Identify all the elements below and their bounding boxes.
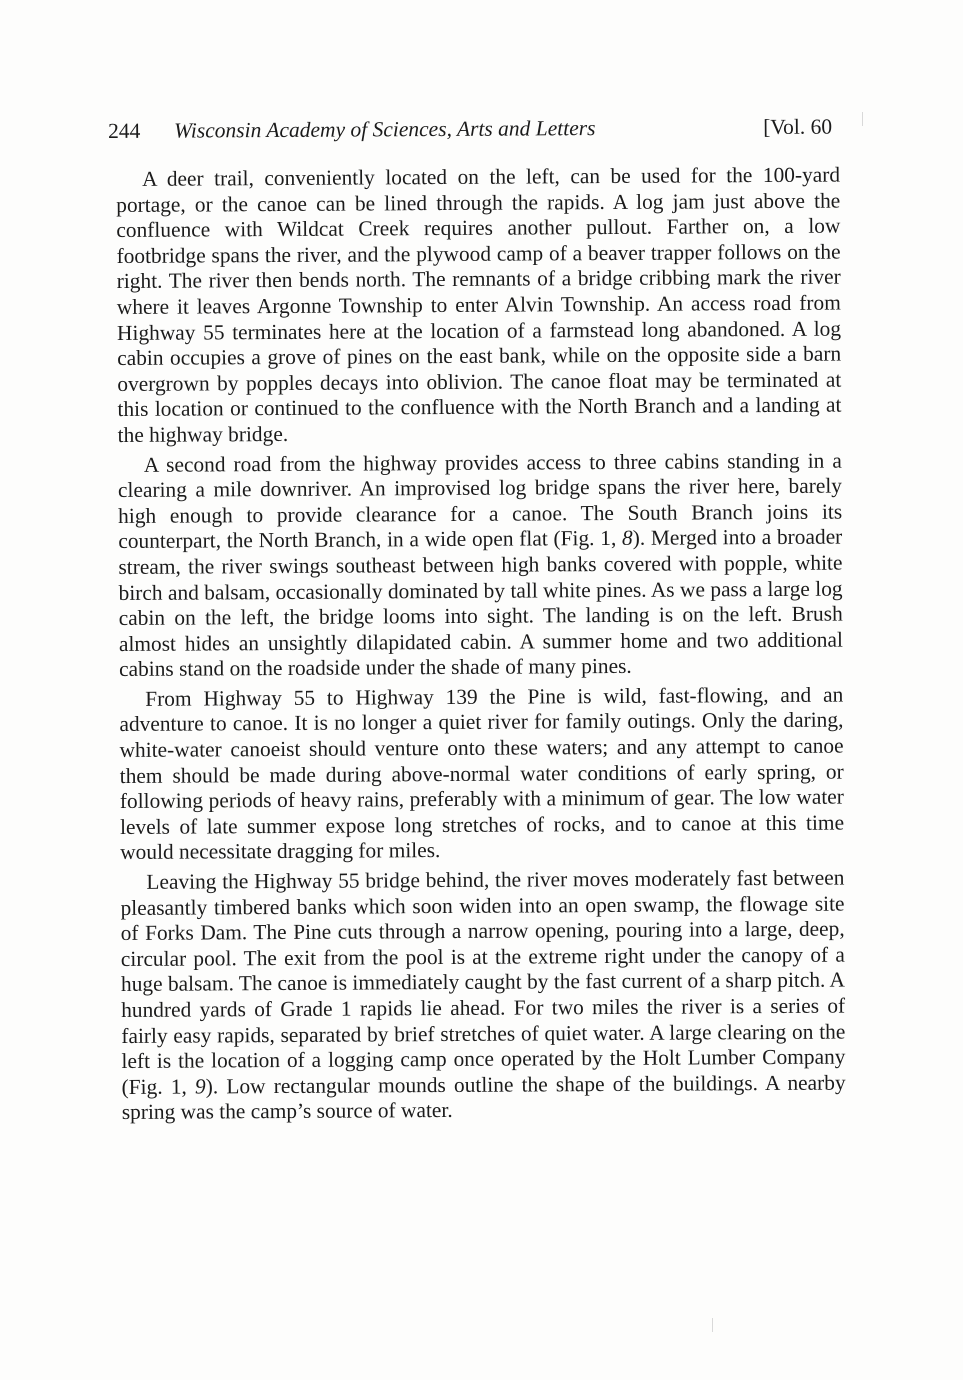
scan-mark xyxy=(862,112,863,126)
paragraph-text: A second road from the highway provides access to three cabins standing in a clearing a mile downriver. An improvised log bridge spans the river here, barely high enough to provide clearance for a canoe. The South Branch joins its counterpart, the North Branch, in a wide open flat (Fig. 1, xyxy=(117,448,843,554)
paragraph-2 xyxy=(118,448,843,683)
journal-title: Wisconsin Academy of Sciences, Arts and Letters xyxy=(174,116,596,143)
paragraph-text: ). Merged into a broader stream, the river swings southeast between high banks covered with popple, white birch and balsam, occasionally dominated by tall white pines. As we pass a large log cabin on the left, the bridge looms into sight. The landing is on the left. Brush almost hides an unsightly dilapidated cabin. A summer home and two additional cabins stand on the roadside under the shade of many pines. xyxy=(118,524,843,682)
body-text xyxy=(116,163,846,1130)
paragraph-text: From Highway 55 to Highway 139 the Pine is wild, fast-flowing, and an adventure to canoe. It is no longer a quiet river for family outings. Only the daring, white-water canoeist should venture onto these waters; and any attempt to canoe them should be made during above-normal water conditions of early spring, or following periods of heavy rains, preferably with a minimum of gear. The low water levels of late summer expose long stretches of rocks, and to canoe at this time would necessitate dragging for miles. xyxy=(119,682,845,865)
paragraph-4 xyxy=(120,866,846,1126)
paragraph-text: A deer trail, conveniently located on the left, can be used for the 100-yard portage, or the canoe can be lined through the rapids. A log jam just above the confluence with Wildcat Creek requires another pullout. Farther on, a low footbridge spans the river, and the plywood camp of a beaver trapper follows on the right. The river then bends north. The remnants of a bridge cribbing mark the river where it leaves Argonne Township to enter Alvin Township. An access road from Highway 55 terminates here at the location of a farmstead long abandoned. A log cabin occupies a grove of pines on the east bank, while on the opposite side a barn overgrown by popples decays into oblivion. The canoe float may be terminated at this location or continued to the confluence with the North Branch and a landing at the highway bridge. xyxy=(116,162,842,447)
page-number: 244 xyxy=(108,118,141,143)
paragraph-text: ). Low rectangular mounds outline the shape of the buildings. A nearby spring was the camp’s source of water. xyxy=(121,1070,846,1125)
paragraph-text: Leaving the Highway 55 bridge behind, the river moves moderately fast between pleasantly timbered banks which soon widen into an open swamp, the flowage site of Forks Dam. The Pine cuts through a narrow opening, pouring into a large, deep, circular pool. The exit from the pool is at the extreme right under the canopy of a huge balsam. The canoe is immediately caught by the fast current of a sharp pitch. A hundred yards of Grade 1 rapids lie ahead. For two miles the river is a series of fairly easy rapids, separated by brief stretches of quiet water. A large clearing on the left is the location of a logging camp once operated by the Holt Lumber Company (Fig. 1, xyxy=(120,865,846,1099)
figure-reference: 8 xyxy=(621,526,633,551)
volume-number: [Vol. 60 xyxy=(763,114,833,139)
scan-mark xyxy=(712,1318,713,1332)
paragraph-3 xyxy=(119,682,844,866)
figure-reference: 9 xyxy=(194,1074,206,1099)
paragraph-1 xyxy=(116,163,842,449)
running-head xyxy=(108,111,832,147)
